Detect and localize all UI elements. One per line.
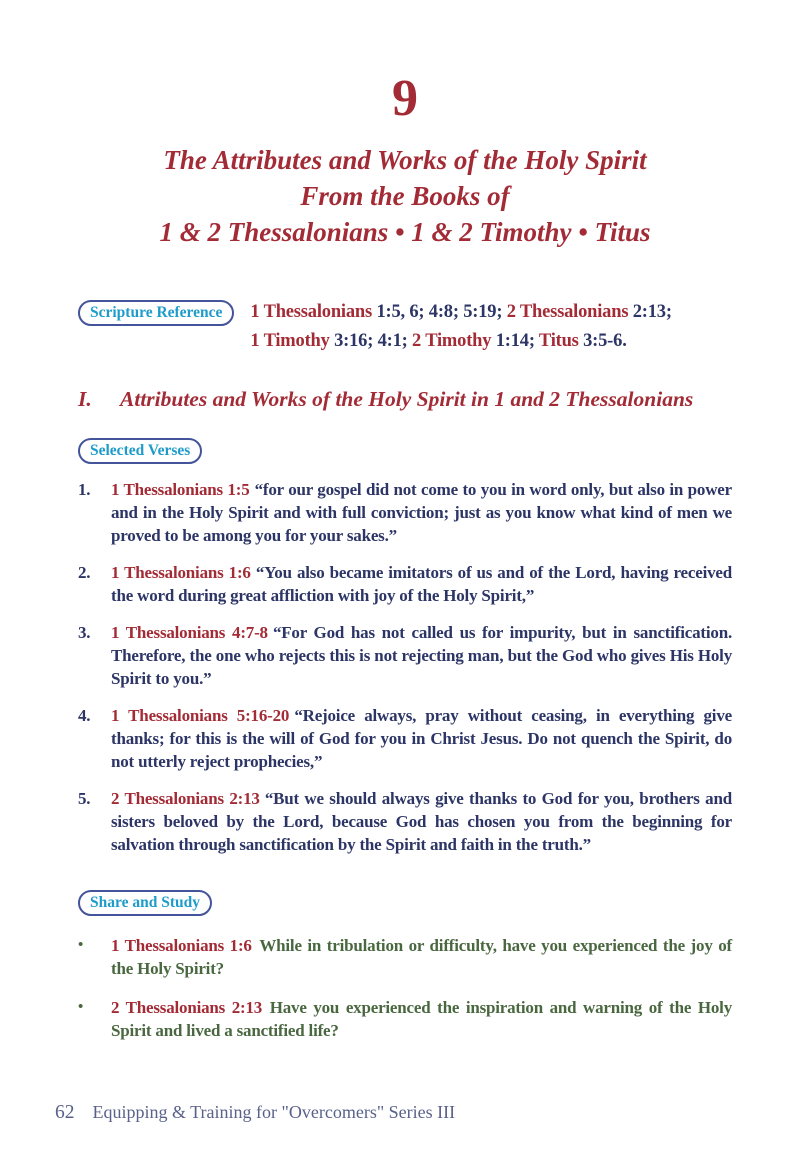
verse-item [78,478,732,547]
chapter-title-line-1: The Attributes and Works of the Holy Spirit [163,145,647,175]
share-and-study-badge: Share and Study [78,890,212,916]
share-and-study-list [78,934,732,1042]
section-heading-text: Attributes and Works of the Holy Spirit in 1 and 2 Thessalonians [120,387,694,411]
verse-reference: 2 Thessalonians 2:13 [111,789,260,808]
question-text: While in tribulation or difficulty, have you experienced the joy of the Holy Spirit? [111,936,732,978]
verse-item-number: 5. [78,789,91,808]
verse-quote: “Rejoice always, pray without ceasing, in everything give thanks; for this is the will of God for you in Christ Jesus. Do not quench the Spirit, do not utterly reject prophecies,” [111,706,732,771]
scripture-book-name: Titus [538,331,584,351]
section-heading [78,384,732,414]
verse-item-number: 1. [78,480,91,499]
verse-item-number: 2. [78,563,91,582]
page-footer [55,1102,455,1124]
chapter-title-line-2: From the Books of [300,181,510,211]
scripture-book-name: 1 Timothy [250,331,335,351]
scripture-verse-numbers: 3:16; 4:1; [334,331,413,351]
scripture-reference-line-2 [250,327,671,356]
verse-item-number: 4. [78,706,91,725]
scripture-verse-numbers: 1:5, 6; 4:8; 5:19; [376,302,507,322]
bullet-icon: • [78,999,84,1015]
scripture-book-name: 2 Timothy [412,331,496,351]
verse-reference: 1 Thessalonians 5:16-20 [111,706,290,725]
scripture-reference-text [250,298,671,356]
verse-item-body [111,478,732,547]
section-numeral: I. [78,387,92,411]
scripture-verse-numbers: 3:5-6. [583,331,627,351]
scripture-reference-badge: Scripture Reference [78,300,234,326]
verse-reference: 1 Thessalonians 1:5 [111,480,250,499]
book-title: Equipping & Training for "Overcomers" Series III [92,1102,456,1122]
question-item [78,996,732,1042]
chapter-title [78,142,732,250]
question-body [111,934,732,980]
verse-item [78,787,732,856]
verse-item-body [111,561,732,607]
verse-reference: 1 Thessalonians 4:7-8 [111,623,268,642]
verse-reference: 1 Thessalonians 1:6 [111,563,251,582]
question-verse-reference: 2 Thessalonians 2:13 [111,998,263,1017]
verse-item [78,704,732,773]
selected-verses-badge: Selected Verses [78,438,202,464]
scripture-verse-numbers: 1:14; [495,331,539,351]
question-item [78,934,732,980]
scripture-reference-section [78,298,732,356]
selected-verses-badge-row [78,438,732,464]
share-and-study-badge-row [78,890,732,916]
chapter-title-line-3: 1 & 2 Thessalonians • 1 & 2 Timothy • Titus [159,217,651,247]
question-verse-reference: 1 Thessalonians 1:6 [111,936,252,955]
bullet-icon: • [78,937,84,953]
scripture-book-name: 1 Thessalonians [250,302,377,322]
scripture-reference-line-1 [250,298,671,327]
scripture-book-name: 2 Thessalonians [506,302,633,322]
question-body [111,996,732,1042]
verse-item-body [111,787,732,856]
verse-quote: “For God has not called us for impurity, but in sanctification. Therefore, the one who rejects this is not rejecting man, but the God who gives His Holy Spirit to you.” [111,623,732,688]
page-number: 62 [55,1102,75,1123]
verse-quote: “for our gospel did not come to you in word only, but also in power and in the Holy Spirit and with full conviction; just as you know what kind of men we proved to be among you for your sakes.” [111,480,732,545]
selected-verses-list [78,478,732,856]
verse-quote: “You also became imitators of us and of the Lord, having received the word during great affliction with joy of the Holy Spirit,” [111,563,732,605]
verse-quote: “But we should always give thanks to God for you, brothers and sisters beloved by the Lord, because God has chosen you from the beginning for salvation through sanctification by the Spirit and faith in the truth.” [111,789,732,854]
verse-item-number: 3. [78,623,91,642]
question-text: Have you experienced the inspiration and warning of the Holy Spirit and lived a sanctified life? [111,998,732,1040]
verse-item-body [111,704,732,773]
verse-item [78,561,732,607]
verse-item-body [111,621,732,690]
chapter-number: 9 [392,70,418,127]
scripture-verse-numbers: 2:13; [632,302,672,322]
verse-item [78,621,732,690]
